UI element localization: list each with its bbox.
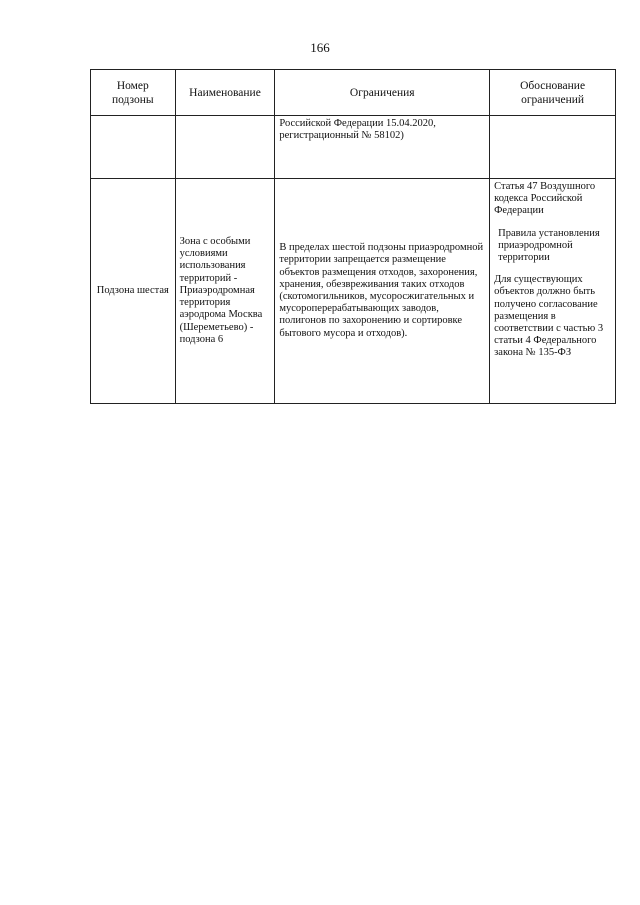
cell-name	[175, 116, 275, 179]
cell-basis	[490, 116, 616, 179]
table-row-continuation	[91, 116, 616, 179]
table-header-row	[91, 70, 616, 116]
cell-number	[91, 116, 176, 179]
basis-paragraph: Для существующих объектов должно быть получено согласование размещения в соответствии с частью 3 статьи 4 Федерального закона № 135-ФЗ	[494, 274, 604, 359]
header-basis: Обоснование ограничений	[490, 70, 616, 116]
header-restrictions: Ограничения	[275, 70, 490, 116]
header-name: Наименование	[175, 70, 275, 116]
page-number: 166	[310, 40, 330, 55]
cell-number: Подзона шестая	[91, 179, 176, 404]
cell-restrictions: Российской Федерации 15.04.2020, регистрационный № 58102)	[275, 116, 490, 179]
restrictions-table	[90, 69, 616, 404]
basis-paragraph: Статья 47 Воздушного кодекса Российской Федерации	[494, 181, 596, 217]
header-subzone-number: Номер подзоны	[91, 70, 176, 116]
cell-restrictions: В пределах шестой подзоны приаэродромной территории запрещается размещение объектов размещения отходов, захоронения, хранения, обезвреживания таких отходов (скотомогильников, мусоросжигательных и мусороперерабатывающих заводов, полигонов по захоронению и сортировке бытового мусора и отходов).	[275, 179, 490, 404]
basis-paragraph: Правила установления приаэродромной территории	[498, 227, 600, 264]
cell-basis	[490, 179, 616, 404]
cell-name: Зона с особыми условиями использования территорий - Приаэродромная территория аэродрома Москва (Шереметьево) - подзона 6	[175, 179, 275, 404]
table-row-subzone-6	[91, 179, 616, 404]
